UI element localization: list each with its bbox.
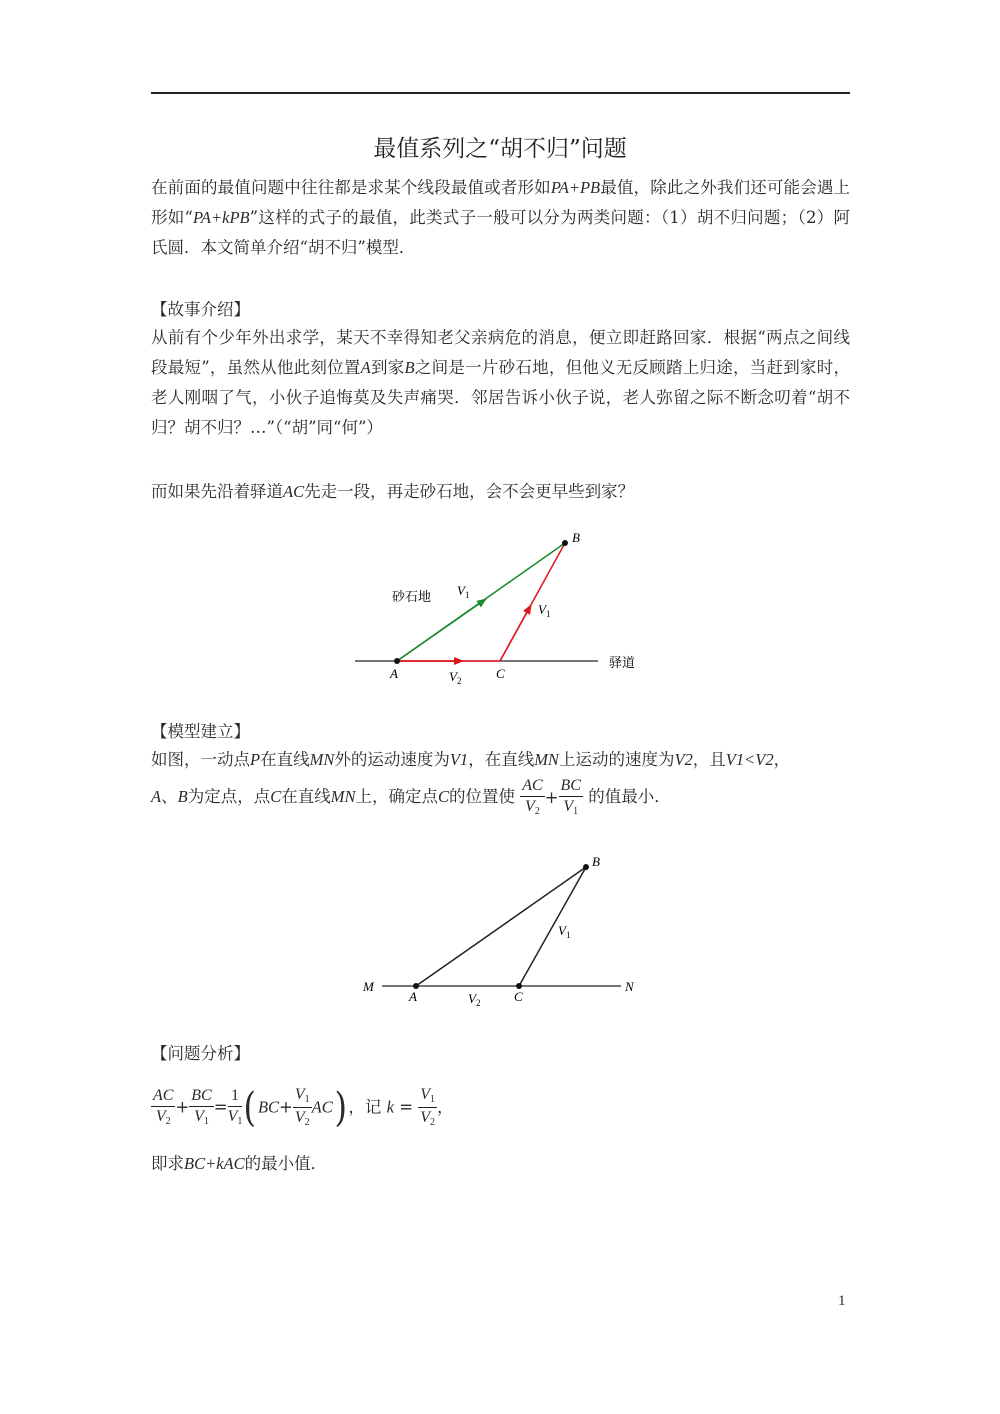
frac-k: $\frac{V_1}{V_2}$ (420, 1086, 436, 1128)
fraction-ac-v2: $\frac{AC}{V_2}$ (522, 777, 543, 817)
label-B: B (592, 854, 600, 869)
label-V1-red: $V_1$ (538, 602, 551, 619)
figure-2 (355, 850, 655, 1010)
label-road: 驿道 (609, 656, 636, 671)
analysis-heading: 【问题分析】 (151, 1044, 250, 1063)
page-title: 最值系列之“胡不归”问题 (373, 136, 627, 162)
page-number: 1 (838, 1293, 846, 1309)
label-V2: $V_2$ (449, 669, 462, 686)
frac-1-v1: $\frac{1}{V_1}$ (227, 1087, 243, 1127)
point-A (394, 658, 400, 664)
frac-ac-v2: $\frac{AC}{V_2}$ (153, 1087, 174, 1127)
label-V1: $V_1$ (558, 923, 571, 940)
label-C: C (496, 666, 505, 681)
fraction-bc-v1: $\frac{BC}{V_1}$ (560, 777, 581, 817)
label-M: M (363, 979, 374, 994)
point-B (583, 864, 589, 870)
figure-1 (350, 525, 650, 695)
story-heading: 【故事介绍】 (151, 300, 250, 319)
frac-v1-v2: $\frac{V_1}{V_2}$ (294, 1086, 310, 1128)
label-B: B (572, 530, 580, 545)
analysis-formula: $\frac{AC}{V_2}$ + $\frac{BC}{V_1}$ = $\frac{1}{V_1}$ (BC+ $\frac{V_1}{V_2}$ AC)，记 k = $\frac{V_1}{V_2}$ ， (153, 1084, 454, 1131)
story-paragraph: 从前有个少年外出求学，某天不幸得知老父亲病危的消息，便立即赶路回家．根据“两点之间线段最短”，虽然从他此刻位置A到家B之间是一片砂石地，但他义无反顾踏上归途，当赶到家时，老人刚咽了气，小伙子追悔莫及失声痛哭．邻居告诉小伙子说，老人弥留之际不断念叨着“胡不归？胡不归？…”（“胡”同“何”） (151, 328, 851, 437)
segment-CB (519, 867, 586, 986)
label-V2: $V_2$ (468, 991, 481, 1008)
top-rule (151, 92, 850, 94)
frac-bc-v1: $\frac{BC}{V_1}$ (191, 1087, 212, 1127)
model-line-2: A、B为定点，点C在直线MN上，确定点C的位置使 $\frac{AC}{V_2}$ + $\frac{BC}{V_1}$ 的值最小． (151, 777, 671, 817)
model-heading: 【模型建立】 (151, 722, 250, 741)
label-sand: 砂石地 (392, 590, 432, 605)
intro-paragraph: 在前面的最值问题中往往都是求某个线段最值或者形如PA+PB最值，除此之外我们还可能会遇上形如“PA+kPB”这样的式子的最值，此类式子一般可以分为两类问题：（1）胡不归问题；（2）阿氏圆．本文简单介绍“胡不归”模型． (151, 178, 851, 257)
analysis-conclusion: 即求BC+kAC的最小值． (151, 1154, 328, 1173)
point-B (562, 540, 568, 546)
model-line-1: 如图，一动点P在直线MN外的运动速度为V1，在直线MN上运动的速度为V2，且V1<V2， (151, 750, 791, 769)
arrow-green (397, 599, 486, 661)
label-C: C (514, 989, 523, 1004)
label-N: N (625, 979, 634, 994)
arrow-red-up (500, 605, 531, 661)
label-V1-green: $V_1$ (457, 583, 470, 600)
label-A: A (409, 989, 417, 1004)
story-question: 而如果先沿着驿道AC先走一段，再走砂石地，会不会更早些到家？ (151, 482, 635, 501)
label-A: A (390, 666, 398, 681)
